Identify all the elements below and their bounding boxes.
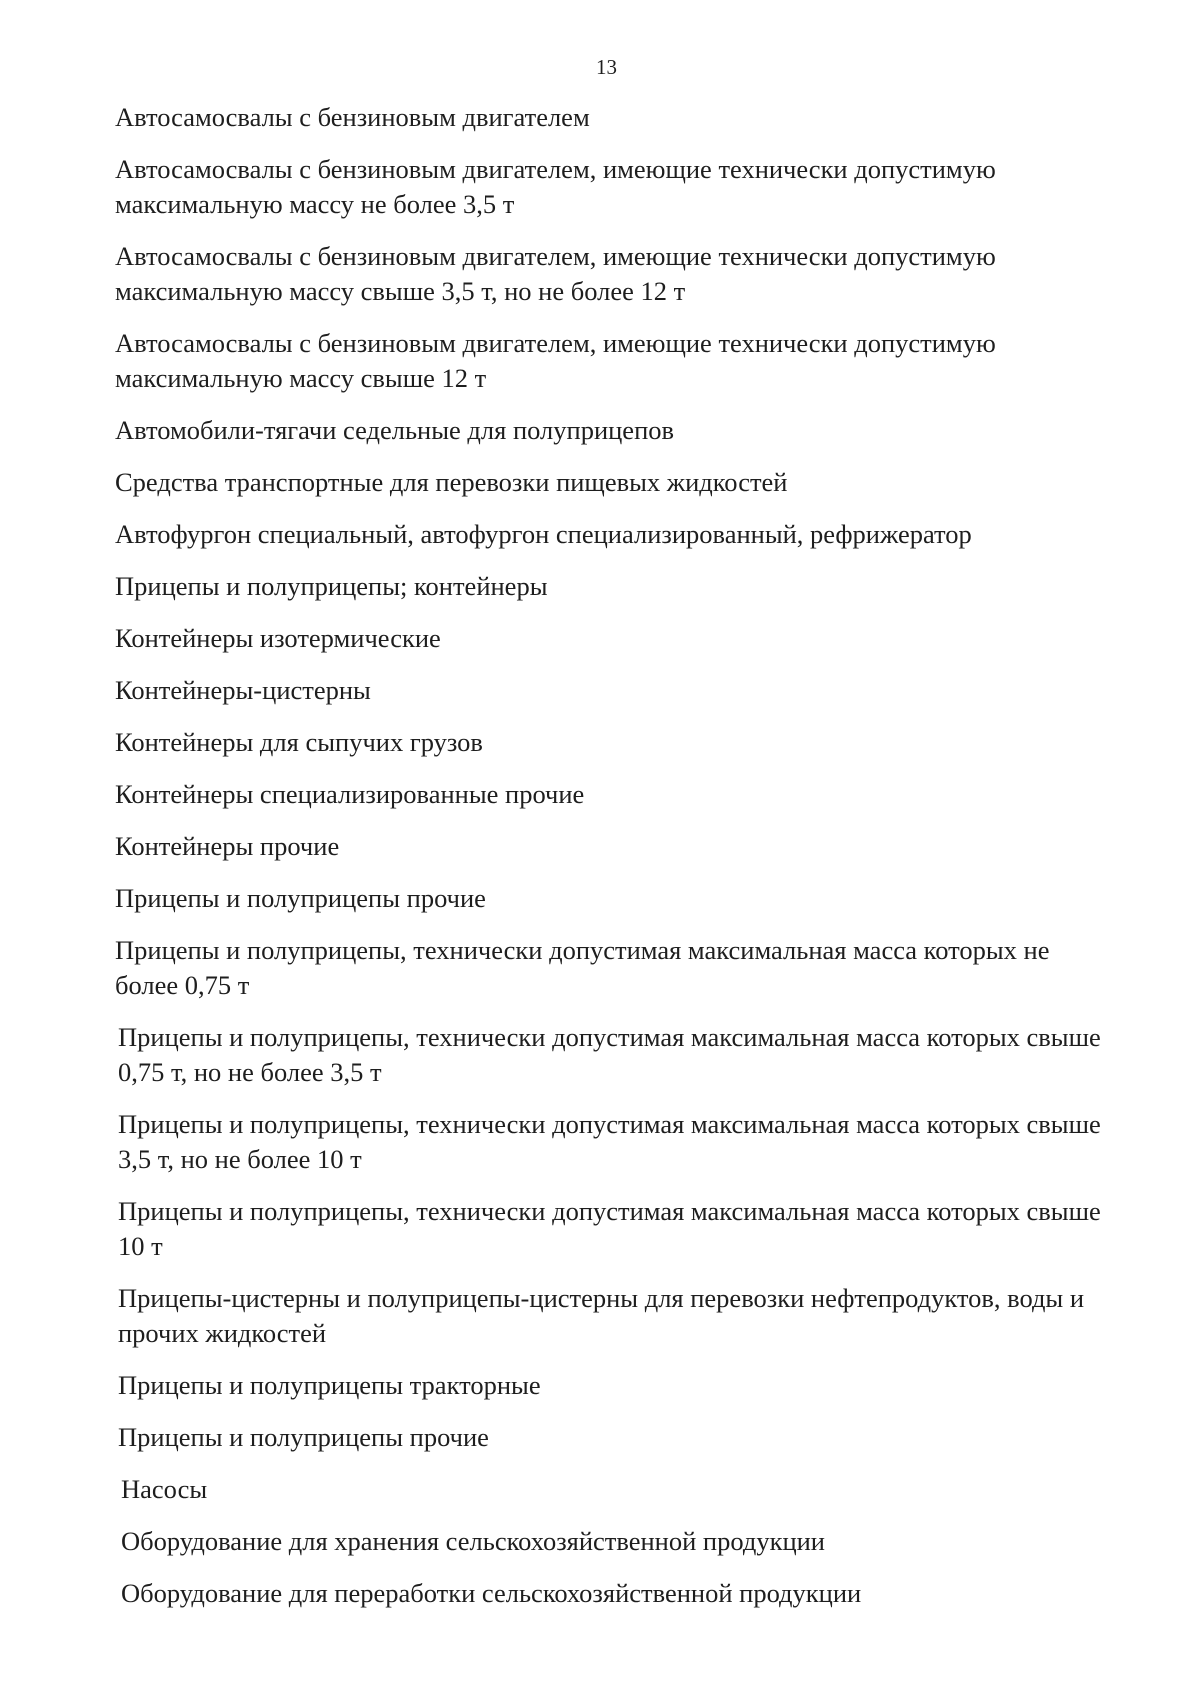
list-item: Средства транспортные для перевозки пищевых жидкостей <box>115 467 788 497</box>
list-item: Прицепы и полуприцепы тракторные <box>118 1370 541 1400</box>
page-number: 13 <box>596 55 617 79</box>
list-item: Прицепы и полуприцепы, технически допустимая максимальная масса которых свыше 3,5 т, но не более 10 т <box>118 1109 1101 1174</box>
list-item: Автосамосвалы с бензиновым двигателем, имеющие технически допустимую максимальную массу свыше 3,5 т, но не более 12 т <box>115 241 996 306</box>
list-item: Оборудование для переработки сельскохозяйственной продукции <box>121 1578 862 1608</box>
list-item: Автофургон специальный, автофургон специализированный, рефрижератор <box>115 519 972 549</box>
list-item: Прицепы и полуприцепы, технически допустимая максимальная масса которых свыше 10 т <box>118 1196 1101 1261</box>
list-item: Автосамосвалы с бензиновым двигателем, имеющие технически допустимую максимальную массу свыше 12 т <box>115 328 996 393</box>
list-item: Оборудование для хранения сельскохозяйственной продукции <box>121 1526 825 1556</box>
list-item: Контейнеры изотермические <box>115 623 441 653</box>
list-item: Контейнеры для сыпучих грузов <box>115 727 483 757</box>
list-item: Контейнеры прочие <box>115 831 340 861</box>
list-item: Автосамосвалы с бензиновым двигателем <box>115 102 590 132</box>
list-item: Контейнеры-цистерны <box>115 675 371 705</box>
list-item: Прицепы и полуприцепы прочие <box>118 1422 489 1452</box>
list-item: Автосамосвалы с бензиновым двигателем, имеющие технически допустимую максимальную массу не более 3,5 т <box>115 154 996 219</box>
list-item: Насосы <box>121 1474 208 1504</box>
list-item: Прицепы и полуприцепы, технически допустимая максимальная масса которых не более 0,75 т <box>115 935 1050 1000</box>
list-item: Автомобили-тягачи седельные для полуприцепов <box>115 415 675 445</box>
list-item: Контейнеры специализированные прочие <box>115 779 585 809</box>
list-item: Прицепы и полуприцепы; контейнеры <box>115 571 548 601</box>
product-list <box>115 100 1115 1628</box>
list-item: Прицепы и полуприцепы прочие <box>115 883 486 913</box>
list-item: Прицепы-цистерны и полуприцепы-цистерны для перевозки нефтепродуктов, воды и прочих жидкостей <box>118 1283 1085 1348</box>
list-item: Прицепы и полуприцепы, технически допустимая максимальная масса которых свыше 0,75 т, но не более 3,5 т <box>118 1022 1101 1087</box>
